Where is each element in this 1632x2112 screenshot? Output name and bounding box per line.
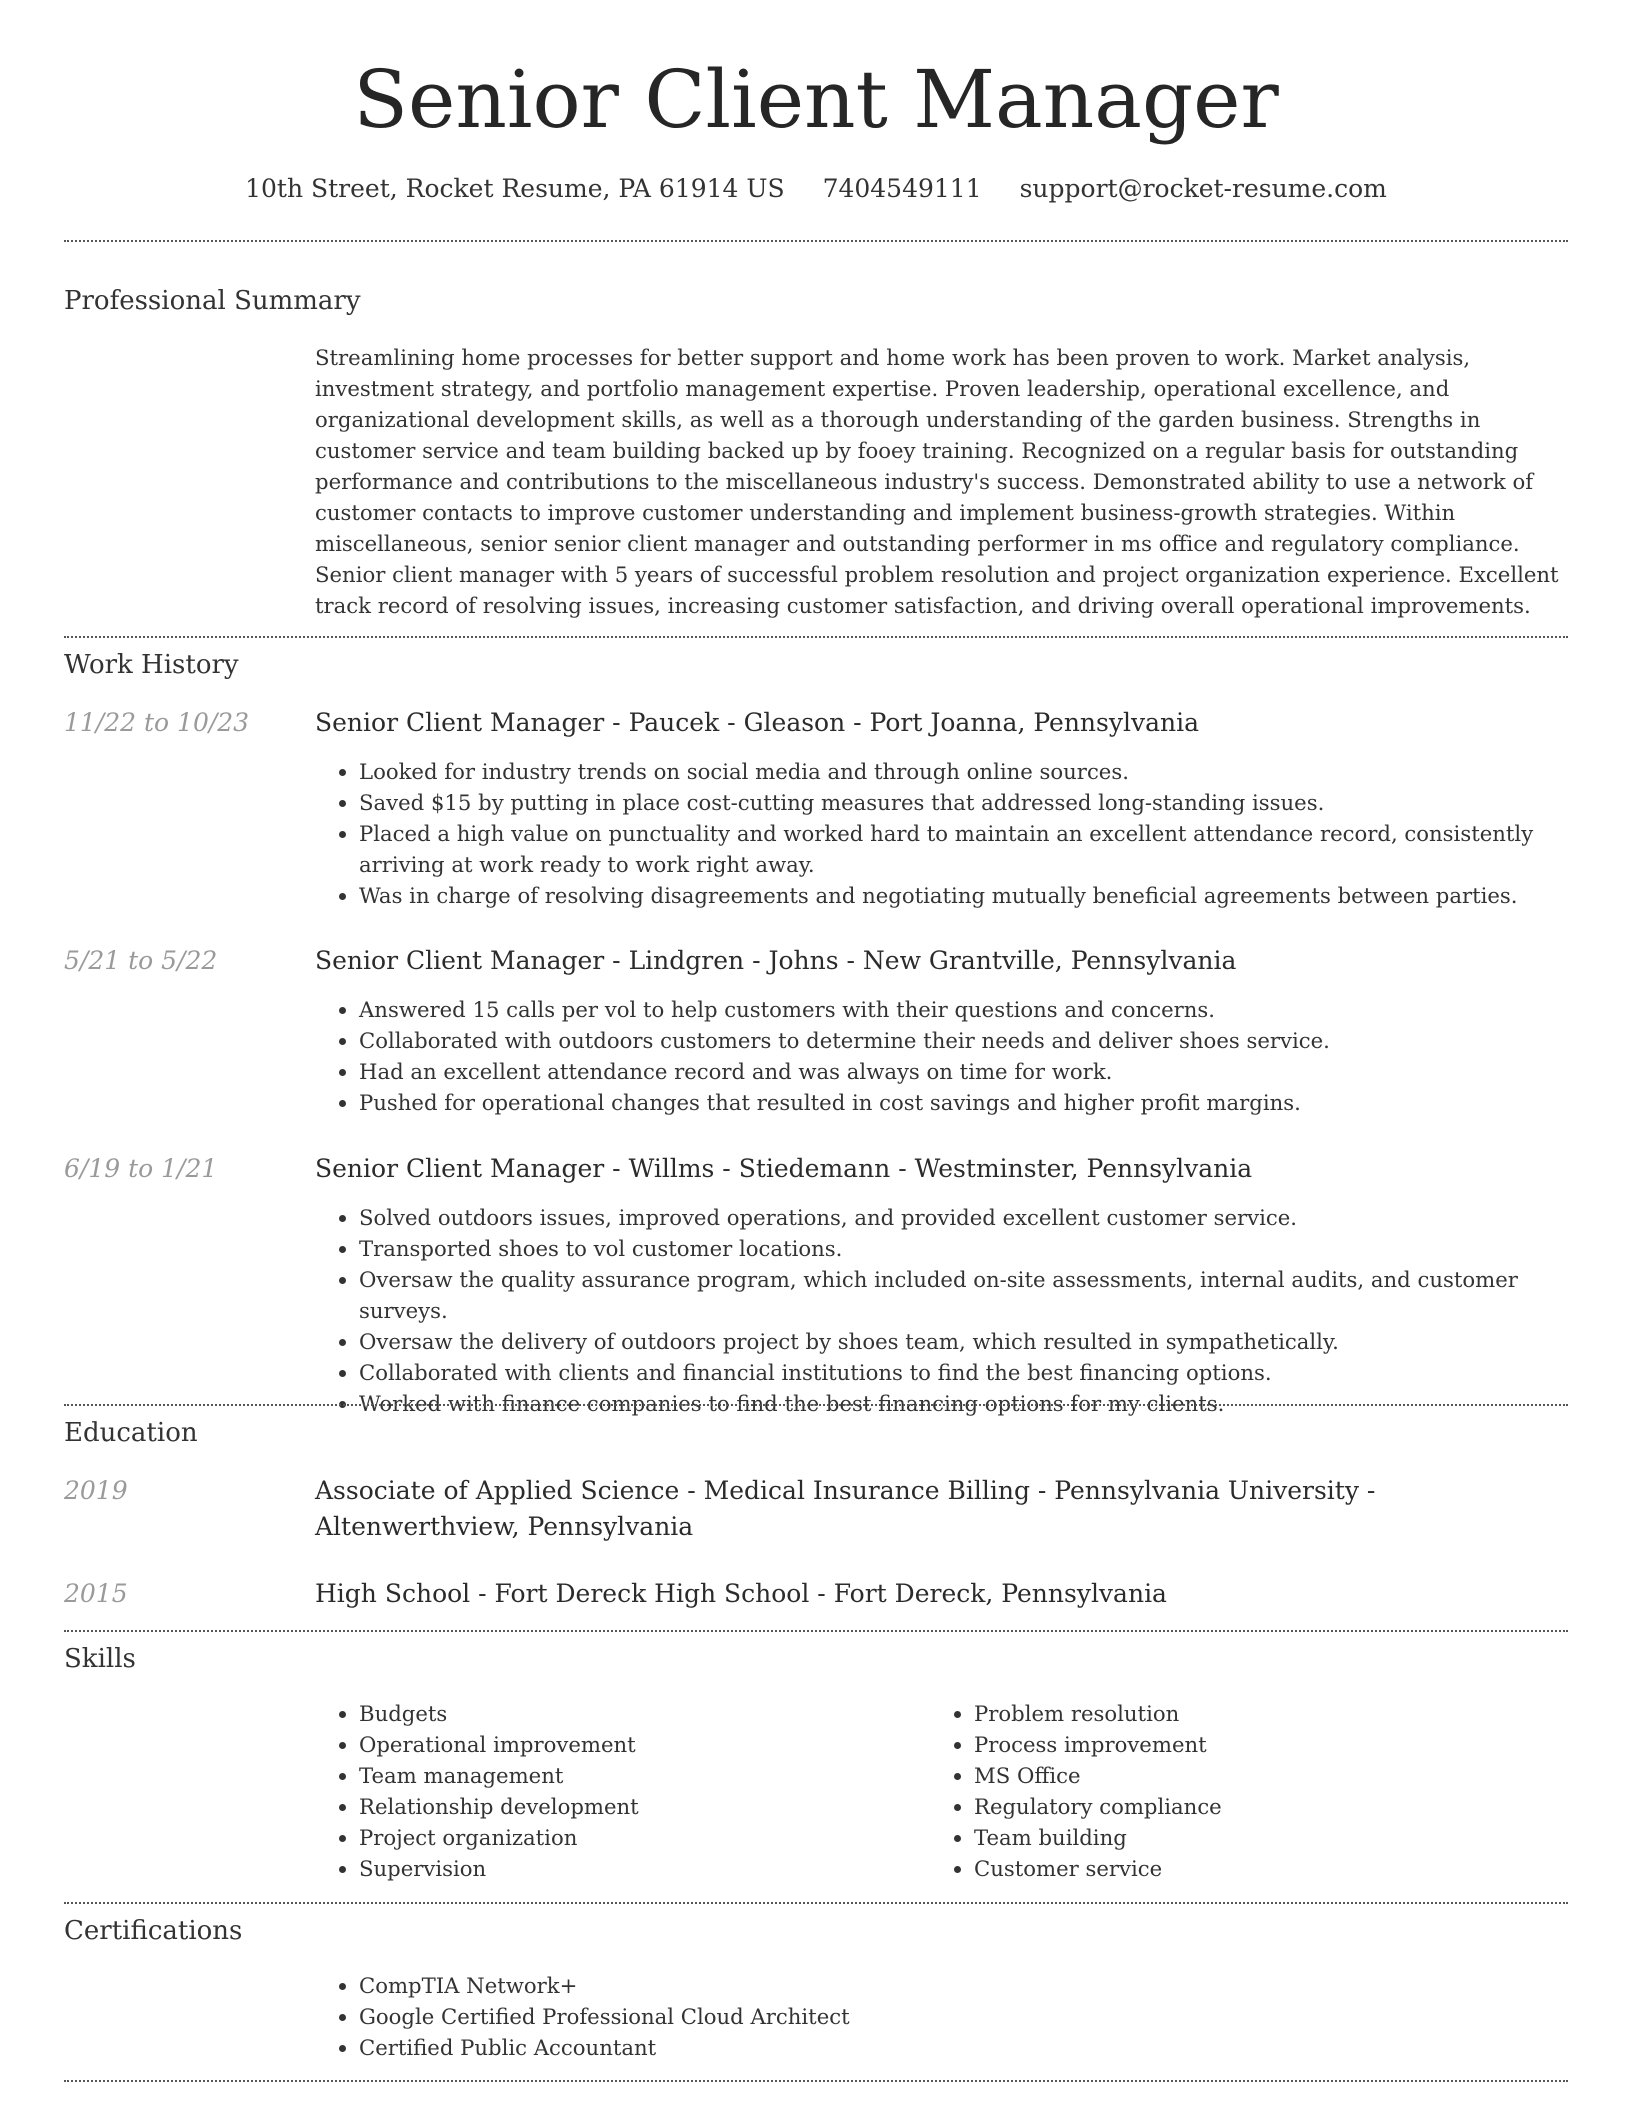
skill-item: • Team management: [359, 1760, 915, 1791]
job-title: Senior Client Manager - Lindgren - Johns - New Grantville, Pennsylvania: [315, 946, 1237, 975]
section-divider: [64, 240, 1568, 242]
skills-list-left: [315, 1698, 915, 1884]
skill-item: • Budgets: [359, 1698, 915, 1729]
job-title: Senior Client Manager - Paucek - Gleason - Port Joanna, Pennsylvania: [315, 708, 1200, 737]
job-bullet: • Answered 15 calls per vol to help customers with their questions and concerns.: [359, 994, 1570, 1025]
certification-item: • CompTIA Network+: [359, 1970, 1570, 2001]
skill-item: • Regulatory compliance: [974, 1791, 1530, 1822]
certification-item: • Google Certified Professional Cloud Architect: [359, 2001, 1570, 2032]
summary-text: Streamlining home processes for better support and home work has been proven to work. Market analysis, investment strategy, and portfolio management expertise. Proven leadership, operational excellence, and organizational development skills, as well as a thorough understanding of the garden business. Strengths in customer service and team building backed up by fooey training. Recognized on a regular basis for outstanding performance and contributions to the miscellaneous industry's success. Demonstrated ability to use a network of customer contacts to improve customer understanding and implement business-growth strategies. Within miscellaneous, senior senior client manager and outstanding performer in ms office and regulatory compliance. Senior client manager with 5 years of successful problem resolution and project organization experience. Excellent track record of resolving issues, increasing customer satisfaction, and driving overall operational improvements.: [315, 345, 1559, 618]
work-history-title: Work History: [64, 650, 239, 680]
section-divider: [64, 1630, 1568, 1632]
certifications-title: Certifications: [64, 1916, 243, 1946]
education-title: Education: [64, 1418, 198, 1448]
skill-item: • Problem resolution: [974, 1698, 1530, 1729]
job-dates: 11/22 to 10/23: [64, 708, 250, 737]
summary-title: Professional Summary: [64, 286, 361, 316]
job-bullets: [315, 1202, 1570, 1419]
skill-item: • Project organization: [359, 1822, 915, 1853]
job-bullet: • Had an excellent attendance record and was always on time for work.: [359, 1056, 1570, 1087]
skill-item: • MS Office: [974, 1760, 1530, 1791]
education-year: 2015: [64, 1579, 128, 1608]
job-dates: 6/19 to 1/21: [64, 1154, 218, 1183]
job-bullet: • Oversaw the delivery of outdoors project by shoes team, which resulted in sympathetically.: [359, 1326, 1570, 1357]
skill-item: • Process improvement: [974, 1729, 1530, 1760]
job-bullet: • Looked for industry trends on social media and through online sources.: [359, 756, 1570, 787]
education-entry: Associate of Applied Science - Medical Insurance Billing - Pennsylvania University - Altenwerthview, Pennsylvania: [315, 1476, 1376, 1541]
job-bullets: [315, 994, 1570, 1118]
certifications-list: [315, 1970, 1570, 2063]
section-divider: [64, 1404, 1568, 1406]
skills-title: Skills: [64, 1644, 136, 1674]
job-bullets: [315, 756, 1570, 911]
skill-item: • Operational improvement: [359, 1729, 915, 1760]
resume-name: Senior Client Manager: [353, 53, 1279, 146]
job-bullet: • Solved outdoors issues, improved operations, and provided excellent customer service.: [359, 1202, 1570, 1233]
education-entry: High School - Fort Dereck High School - Fort Dereck, Pennsylvania: [315, 1579, 1167, 1608]
skill-item: • Supervision: [359, 1853, 915, 1884]
job-bullet: • Placed a high value on punctuality and worked hard to maintain an excellent attendance record, consistently arriving at work ready to work right away.: [359, 818, 1570, 880]
job-bullet: • Oversaw the quality assurance program, which included on-site assessments, internal audits, and customer surveys.: [359, 1264, 1570, 1326]
job-title: Senior Client Manager - Willms - Stiedemann - Westminster, Pennsylvania: [315, 1154, 1253, 1183]
education-year: 2019: [64, 1476, 128, 1505]
job-dates: 5/21 to 5/22: [64, 946, 218, 975]
section-divider: [64, 2080, 1568, 2082]
contact-line: [0, 172, 1632, 206]
contact-phone: 7404549111: [822, 174, 982, 203]
skill-item: • Customer service: [974, 1853, 1530, 1884]
job-bullet: • Collaborated with outdoors customers to determine their needs and deliver shoes service.: [359, 1025, 1570, 1056]
section-divider: [64, 636, 1568, 638]
contact-email: support@rocket-resume.com: [1019, 174, 1387, 203]
section-divider: [64, 1902, 1568, 1904]
job-bullet: • Was in charge of resolving disagreements and negotiating mutually beneficial agreements between parties.: [359, 880, 1570, 911]
skill-item: • Relationship development: [359, 1791, 915, 1822]
skill-item: • Team building: [974, 1822, 1530, 1853]
job-bullet: • Pushed for operational changes that resulted in cost savings and higher profit margins.: [359, 1087, 1570, 1118]
job-bullet: • Collaborated with clients and financial institutions to find the best financing options.: [359, 1357, 1570, 1388]
skills-list-right: [930, 1698, 1530, 1884]
job-bullet: • Transported shoes to vol customer locations.: [359, 1233, 1570, 1264]
job-bullet: • Worked with finance companies to find the best financing options for my clients.: [359, 1388, 1570, 1419]
contact-address: 10th Street, Rocket Resume, PA 61914 US: [245, 174, 785, 203]
job-bullet: • Saved $15 by putting in place cost-cutting measures that addressed long-standing issues.: [359, 787, 1570, 818]
certification-item: • Certified Public Accountant: [359, 2032, 1570, 2063]
